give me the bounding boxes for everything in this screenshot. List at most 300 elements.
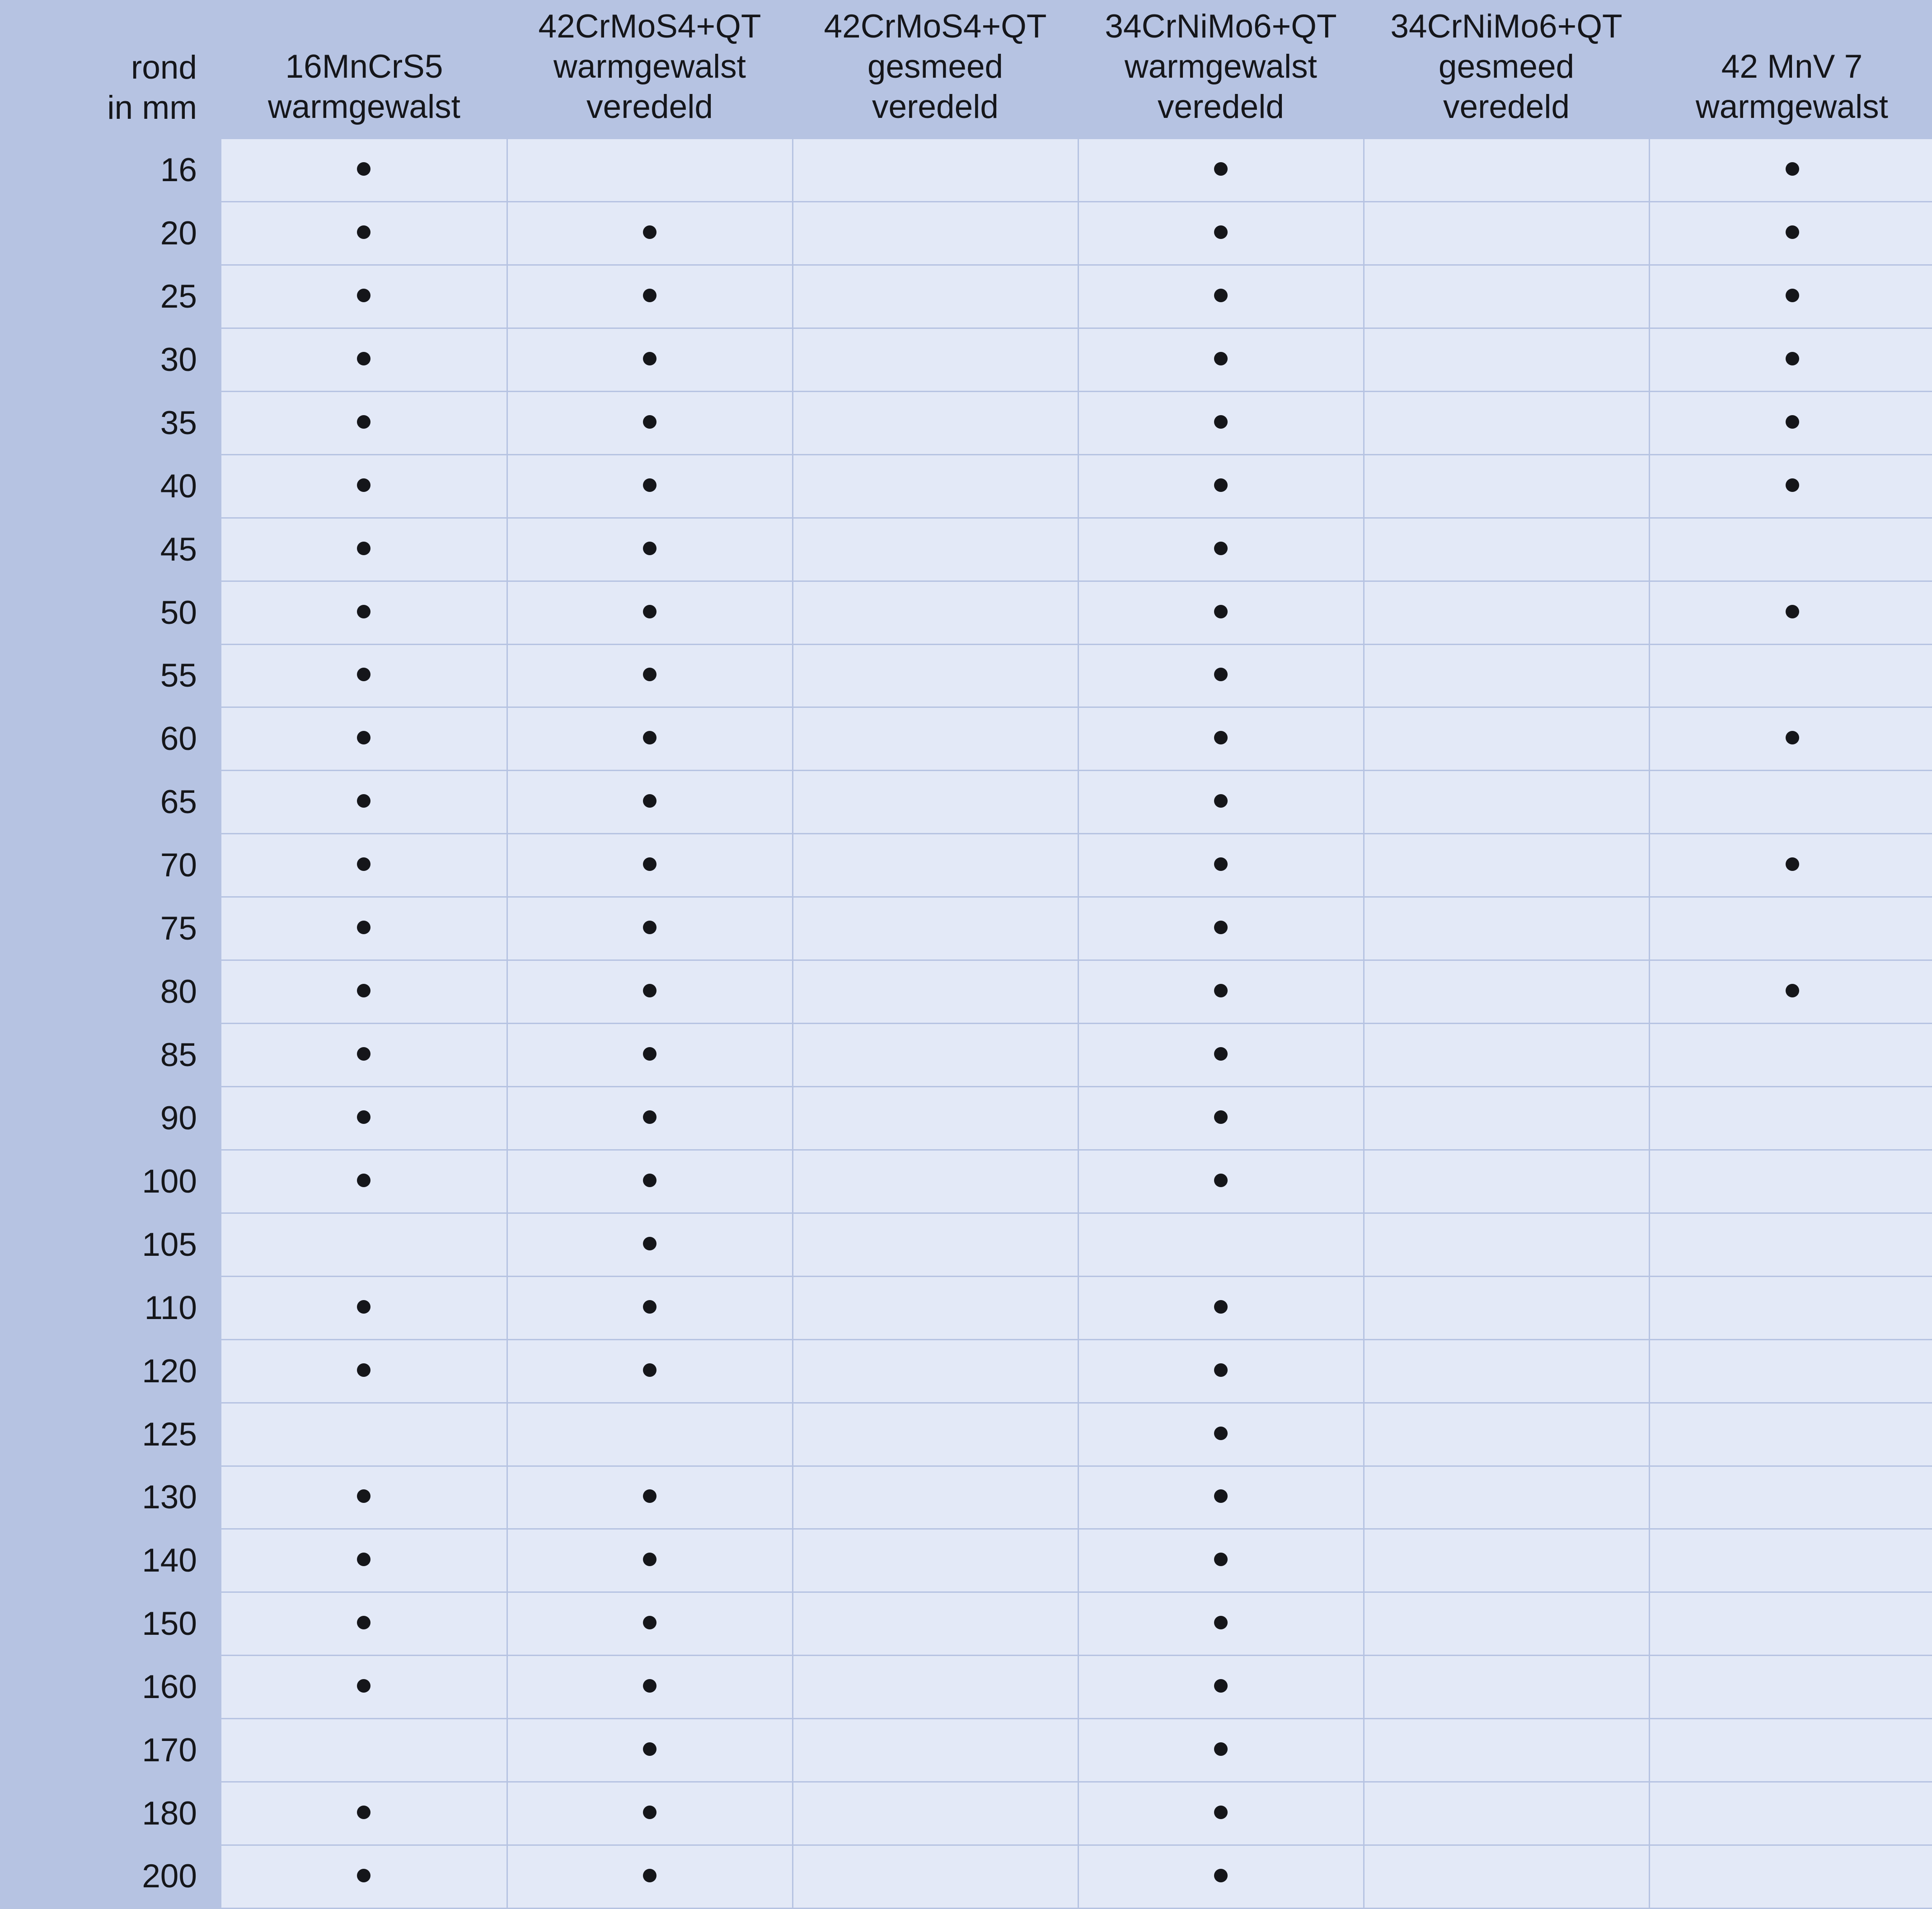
- availability-cell: [221, 771, 507, 834]
- availability-dot-icon: [643, 1047, 657, 1061]
- availability-cell: [1078, 1213, 1364, 1276]
- availability-cell: [507, 139, 792, 202]
- availability-dot-icon: [643, 415, 657, 429]
- availability-cell: [507, 771, 792, 834]
- col5-line-1: 42 MnV 7: [1721, 48, 1863, 85]
- availability-cell: [1649, 391, 1932, 454]
- availability-cell: [1364, 644, 1649, 707]
- availability-cell: [1364, 707, 1649, 771]
- availability-cell: [1078, 1024, 1364, 1087]
- availability-dot-icon: [643, 984, 657, 997]
- availability-cell: [221, 1719, 507, 1782]
- row-size-label: 130: [0, 1466, 221, 1529]
- row-size-label: 40: [0, 454, 221, 518]
- availability-dot-icon: [643, 352, 657, 365]
- table-row: [0, 1403, 1932, 1466]
- availability-cell: [507, 960, 792, 1024]
- availability-dot-icon: [1214, 1489, 1228, 1503]
- availability-dot-icon: [357, 1616, 370, 1629]
- availability-cell: [1364, 771, 1649, 834]
- table-row: [0, 454, 1932, 518]
- availability-dot-icon: [643, 668, 657, 681]
- availability-cell: [507, 1656, 792, 1719]
- availability-cell: [1649, 454, 1932, 518]
- availability-dot-icon: [357, 857, 370, 871]
- availability-cell: [792, 1403, 1078, 1466]
- table-row: [0, 1150, 1932, 1213]
- availability-cell: [792, 1719, 1078, 1782]
- row-size-label: 25: [0, 265, 221, 328]
- availability-dot-icon: [1786, 605, 1799, 618]
- availability-cell: [792, 139, 1078, 202]
- availability-dot-icon: [1214, 542, 1228, 555]
- availability-dot-icon: [1214, 1427, 1228, 1440]
- availability-cell: [1078, 1276, 1364, 1339]
- availability-dot-icon: [1786, 225, 1799, 239]
- row-size-label: 140: [0, 1529, 221, 1592]
- availability-dot-icon: [1214, 921, 1228, 934]
- availability-dot-icon: [643, 1806, 657, 1819]
- availability-cell: [221, 1845, 507, 1909]
- row-size-label: 200: [0, 1845, 221, 1909]
- availability-cell: [1078, 139, 1364, 202]
- column-header-34CrNiMo6-warmgewalst: [1078, 0, 1364, 139]
- table-body: [0, 139, 1932, 1909]
- availability-cell: [1364, 391, 1649, 454]
- availability-cell: [507, 1592, 792, 1656]
- availability-cell: [507, 202, 792, 265]
- availability-cell: [792, 1466, 1078, 1529]
- availability-dot-icon: [357, 225, 370, 239]
- availability-dot-icon: [357, 731, 370, 744]
- availability-cell: [1364, 1466, 1649, 1529]
- availability-cell: [1649, 1656, 1932, 1719]
- row-size-label: 80: [0, 960, 221, 1024]
- availability-dot-icon: [643, 1237, 657, 1250]
- availability-cell: [221, 328, 507, 391]
- availability-cell: [792, 707, 1078, 771]
- availability-dot-icon: [1214, 1869, 1228, 1882]
- table-row: [0, 1656, 1932, 1719]
- availability-cell: [1078, 1403, 1364, 1466]
- availability-dot-icon: [1214, 162, 1228, 176]
- availability-cell: [221, 1086, 507, 1150]
- table-row: [0, 1024, 1932, 1087]
- row-size-label: 16: [0, 139, 221, 202]
- availability-cell: [1364, 1845, 1649, 1909]
- availability-dot-icon: [1214, 478, 1228, 492]
- availability-cell: [1078, 1845, 1364, 1909]
- availability-cell: [507, 897, 792, 960]
- availability-cell: [1078, 454, 1364, 518]
- table-header: [0, 0, 1932, 139]
- availability-cell: [1649, 644, 1932, 707]
- availability-cell: [1078, 897, 1364, 960]
- availability-cell: [1649, 771, 1932, 834]
- availability-dot-icon: [1214, 1553, 1228, 1566]
- col3-line-1: 34CrNiMo6+QT: [1105, 8, 1337, 45]
- availability-dot-icon: [357, 1174, 370, 1187]
- availability-dot-icon: [357, 794, 370, 808]
- availability-cell: [221, 1403, 507, 1466]
- col3-line-2: warmgewalst: [1125, 48, 1317, 85]
- availability-cell: [1364, 202, 1649, 265]
- availability-cell: [221, 454, 507, 518]
- availability-cell: [221, 1466, 507, 1529]
- table-row: [0, 1339, 1932, 1403]
- availability-dot-icon: [643, 478, 657, 492]
- col0-line-1: 16MnCrS5: [285, 48, 443, 85]
- availability-dot-icon: [1786, 478, 1799, 492]
- table-row: [0, 707, 1932, 771]
- availability-dot-icon: [643, 857, 657, 871]
- availability-cell: [1649, 328, 1932, 391]
- availability-dot-icon: [1214, 1806, 1228, 1819]
- table-row: [0, 1719, 1932, 1782]
- availability-cell: [1649, 1276, 1932, 1339]
- availability-cell: [1078, 202, 1364, 265]
- availability-cell: [221, 834, 507, 897]
- availability-cell: [1364, 1024, 1649, 1087]
- availability-dot-icon: [357, 1869, 370, 1882]
- availability-cell: [221, 1024, 507, 1087]
- column-header-42CrMoS4-gesmeed: [792, 0, 1078, 139]
- col4-line-1: 34CrNiMo6+QT: [1390, 8, 1623, 45]
- availability-cell: [1649, 1719, 1932, 1782]
- availability-cell: [221, 1339, 507, 1403]
- availability-cell: [1078, 1466, 1364, 1529]
- availability-cell: [507, 1276, 792, 1339]
- availability-cell: [1649, 518, 1932, 581]
- availability-dot-icon: [1214, 415, 1228, 429]
- table-row: [0, 265, 1932, 328]
- availability-cell: [1364, 1592, 1649, 1656]
- row-size-label: 180: [0, 1782, 221, 1845]
- availability-dot-icon: [1214, 1047, 1228, 1061]
- availability-cell: [1078, 1719, 1364, 1782]
- availability-cell: [792, 202, 1078, 265]
- size-header-line-2: in mm: [107, 89, 197, 126]
- availability-dot-icon: [1786, 162, 1799, 176]
- availability-dot-icon: [1214, 984, 1228, 997]
- availability-cell: [221, 1213, 507, 1276]
- availability-cell: [792, 960, 1078, 1024]
- availability-cell: [792, 1276, 1078, 1339]
- availability-cell: [1649, 1403, 1932, 1466]
- availability-cell: [221, 960, 507, 1024]
- column-header-16MnCrS5: [221, 0, 507, 139]
- availability-dot-icon: [643, 1363, 657, 1377]
- availability-dot-icon: [643, 921, 657, 934]
- availability-cell: [1364, 960, 1649, 1024]
- availability-cell: [1078, 1529, 1364, 1592]
- table-row: [0, 771, 1932, 834]
- availability-dot-icon: [357, 1110, 370, 1124]
- row-size-label: 65: [0, 771, 221, 834]
- availability-dot-icon: [357, 668, 370, 681]
- availability-cell: [1078, 1339, 1364, 1403]
- availability-cell: [1364, 1213, 1649, 1276]
- availability-dot-icon: [1214, 1110, 1228, 1124]
- availability-dot-icon: [357, 1047, 370, 1061]
- availability-cell: [1364, 897, 1649, 960]
- availability-cell: [792, 1024, 1078, 1087]
- table-row: [0, 1213, 1932, 1276]
- table-row: [0, 518, 1932, 581]
- availability-cell: [792, 1339, 1078, 1403]
- availability-cell: [1078, 1782, 1364, 1845]
- availability-cell: [507, 834, 792, 897]
- availability-dot-icon: [1786, 731, 1799, 744]
- availability-cell: [1649, 1086, 1932, 1150]
- availability-cell: [221, 1150, 507, 1213]
- availability-dot-icon: [643, 1110, 657, 1124]
- availability-cell: [792, 771, 1078, 834]
- availability-cell: [1649, 1466, 1932, 1529]
- availability-cell: [221, 707, 507, 771]
- availability-dot-icon: [643, 1174, 657, 1187]
- availability-cell: [792, 1529, 1078, 1592]
- availability-cell: [1649, 707, 1932, 771]
- availability-dot-icon: [643, 1742, 657, 1756]
- row-size-label: 50: [0, 581, 221, 644]
- availability-cell: [1078, 707, 1364, 771]
- row-size-label: 35: [0, 391, 221, 454]
- availability-cell: [1649, 202, 1932, 265]
- table-row: [0, 328, 1932, 391]
- availability-cell: [792, 1086, 1078, 1150]
- availability-cell: [221, 897, 507, 960]
- col3-line-3: veredeld: [1157, 89, 1285, 126]
- availability-cell: [221, 1782, 507, 1845]
- row-size-label: 150: [0, 1592, 221, 1656]
- availability-cell: [221, 265, 507, 328]
- availability-dot-icon: [1214, 794, 1228, 808]
- header-row: [0, 0, 1932, 139]
- availability-dot-icon: [1214, 1616, 1228, 1629]
- row-size-label: 90: [0, 1086, 221, 1150]
- row-size-label: 125: [0, 1403, 221, 1466]
- availability-cell: [1649, 1024, 1932, 1087]
- availability-cell: [792, 265, 1078, 328]
- availability-cell: [1364, 1339, 1649, 1403]
- availability-cell: [1364, 834, 1649, 897]
- availability-dot-icon: [1786, 415, 1799, 429]
- availability-cell: [1649, 139, 1932, 202]
- availability-cell: [1078, 771, 1364, 834]
- availability-dot-icon: [643, 794, 657, 808]
- table-row: [0, 1466, 1932, 1529]
- availability-cell: [1364, 1086, 1649, 1150]
- table-row: [0, 1086, 1932, 1150]
- row-size-label: 170: [0, 1719, 221, 1782]
- availability-dot-icon: [643, 605, 657, 618]
- availability-dot-icon: [357, 984, 370, 997]
- availability-cell: [507, 328, 792, 391]
- availability-cell: [1649, 1150, 1932, 1213]
- availability-cell: [1649, 581, 1932, 644]
- availability-cell: [507, 1024, 792, 1087]
- col2-line-1: 42CrMoS4+QT: [824, 8, 1047, 45]
- availability-cell: [1649, 1782, 1932, 1845]
- availability-cell: [1078, 518, 1364, 581]
- availability-cell: [1078, 834, 1364, 897]
- availability-cell: [792, 1592, 1078, 1656]
- availability-dot-icon: [357, 1806, 370, 1819]
- availability-cell: [792, 1845, 1078, 1909]
- availability-cell: [221, 1592, 507, 1656]
- row-size-label: 30: [0, 328, 221, 391]
- availability-cell: [1364, 1719, 1649, 1782]
- availability-cell: [1649, 1213, 1932, 1276]
- availability-cell: [1649, 1845, 1932, 1909]
- availability-cell: [507, 581, 792, 644]
- availability-cell: [221, 1529, 507, 1592]
- availability-cell: [507, 1403, 792, 1466]
- availability-dot-icon: [1214, 289, 1228, 302]
- availability-cell: [1364, 1529, 1649, 1592]
- availability-cell: [221, 1656, 507, 1719]
- col1-line-2: warmgewalst: [553, 48, 746, 85]
- availability-dot-icon: [643, 1869, 657, 1882]
- availability-cell: [507, 1150, 792, 1213]
- availability-cell: [1364, 1403, 1649, 1466]
- col4-line-2: gesmeed: [1438, 48, 1575, 85]
- availability-dot-icon: [357, 1300, 370, 1314]
- availability-cell: [1649, 897, 1932, 960]
- size-header-line-1: rond: [131, 49, 197, 86]
- availability-dot-icon: [1786, 289, 1799, 302]
- row-size-label: 20: [0, 202, 221, 265]
- row-size-label: 45: [0, 518, 221, 581]
- availability-cell: [1649, 1339, 1932, 1403]
- availability-cell: [221, 581, 507, 644]
- column-header-42MnV7: [1649, 0, 1932, 139]
- availability-cell: [221, 1276, 507, 1339]
- availability-cell: [507, 1466, 792, 1529]
- row-size-label: 110: [0, 1276, 221, 1339]
- availability-cell: [1364, 1150, 1649, 1213]
- availability-dot-icon: [357, 1489, 370, 1503]
- availability-dot-icon: [357, 1679, 370, 1693]
- availability-cell: [221, 139, 507, 202]
- table-row: [0, 1782, 1932, 1845]
- availability-dot-icon: [357, 289, 370, 302]
- availability-cell: [1078, 960, 1364, 1024]
- availability-cell: [507, 454, 792, 518]
- col2-line-2: gesmeed: [867, 48, 1004, 85]
- availability-cell: [792, 454, 1078, 518]
- availability-dot-icon: [643, 542, 657, 555]
- availability-dot-icon: [357, 478, 370, 492]
- availability-dot-icon: [357, 352, 370, 365]
- availability-cell: [792, 391, 1078, 454]
- availability-dot-icon: [1214, 1363, 1228, 1377]
- availability-dot-icon: [357, 605, 370, 618]
- table-row: [0, 1276, 1932, 1339]
- availability-cell: [507, 1719, 792, 1782]
- availability-cell: [507, 1086, 792, 1150]
- availability-cell: [1364, 1276, 1649, 1339]
- table-row: [0, 960, 1932, 1024]
- availability-dot-icon: [1214, 731, 1228, 744]
- availability-cell: [792, 581, 1078, 644]
- availability-cell: [1364, 581, 1649, 644]
- availability-dot-icon: [357, 162, 370, 176]
- availability-cell: [507, 1782, 792, 1845]
- table-row: [0, 644, 1932, 707]
- availability-cell: [1649, 960, 1932, 1024]
- availability-cell: [792, 518, 1078, 581]
- availability-cell: [507, 1845, 792, 1909]
- availability-cell: [792, 1150, 1078, 1213]
- availability-dot-icon: [1786, 984, 1799, 997]
- row-size-label: 160: [0, 1656, 221, 1719]
- col5-line-2: warmgewalst: [1696, 89, 1888, 126]
- row-size-label: 70: [0, 834, 221, 897]
- availability-dot-icon: [357, 542, 370, 555]
- availability-dot-icon: [1214, 605, 1228, 618]
- table-row: [0, 139, 1932, 202]
- column-header-42CrMoS4-warmgewalst: [507, 0, 792, 139]
- availability-dot-icon: [643, 1616, 657, 1629]
- availability-cell: [1078, 328, 1364, 391]
- availability-dot-icon: [1214, 1742, 1228, 1756]
- availability-cell: [507, 391, 792, 454]
- row-size-label: 60: [0, 707, 221, 771]
- availability-cell: [507, 265, 792, 328]
- availability-cell: [1649, 834, 1932, 897]
- availability-cell: [507, 707, 792, 771]
- availability-dot-icon: [357, 1553, 370, 1566]
- availability-dot-icon: [1214, 1174, 1228, 1187]
- availability-dot-icon: [1214, 225, 1228, 239]
- table-row: [0, 202, 1932, 265]
- availability-dot-icon: [1214, 1300, 1228, 1314]
- col0-line-2: warmgewalst: [268, 89, 460, 126]
- col1-line-3: veredeld: [586, 89, 713, 126]
- column-header-34CrNiMo6-gesmeed: [1364, 0, 1649, 139]
- availability-cell: [1649, 1529, 1932, 1592]
- availability-dot-icon: [1786, 352, 1799, 365]
- col1-line-1: 42CrMoS4+QT: [538, 8, 761, 45]
- row-size-label: 105: [0, 1213, 221, 1276]
- row-size-label: 55: [0, 644, 221, 707]
- availability-cell: [1078, 1656, 1364, 1719]
- column-header-size: [0, 0, 221, 139]
- availability-cell: [792, 1656, 1078, 1719]
- table-row: [0, 391, 1932, 454]
- availability-dot-icon: [643, 1679, 657, 1693]
- availability-cell: [1078, 391, 1364, 454]
- availability-dot-icon: [1214, 857, 1228, 871]
- availability-dot-icon: [1214, 668, 1228, 681]
- availability-cell: [1078, 1592, 1364, 1656]
- availability-cell: [507, 518, 792, 581]
- availability-dot-icon: [357, 1363, 370, 1377]
- availability-cell: [792, 328, 1078, 391]
- row-size-label: 100: [0, 1150, 221, 1213]
- col4-line-3: veredeld: [1443, 89, 1570, 126]
- availability-cell: [507, 1213, 792, 1276]
- availability-cell: [792, 834, 1078, 897]
- availability-cell: [1078, 265, 1364, 328]
- availability-dot-icon: [357, 921, 370, 934]
- availability-cell: [792, 1782, 1078, 1845]
- availability-dot-icon: [1786, 857, 1799, 871]
- availability-cell: [792, 1213, 1078, 1276]
- table-row: [0, 1529, 1932, 1592]
